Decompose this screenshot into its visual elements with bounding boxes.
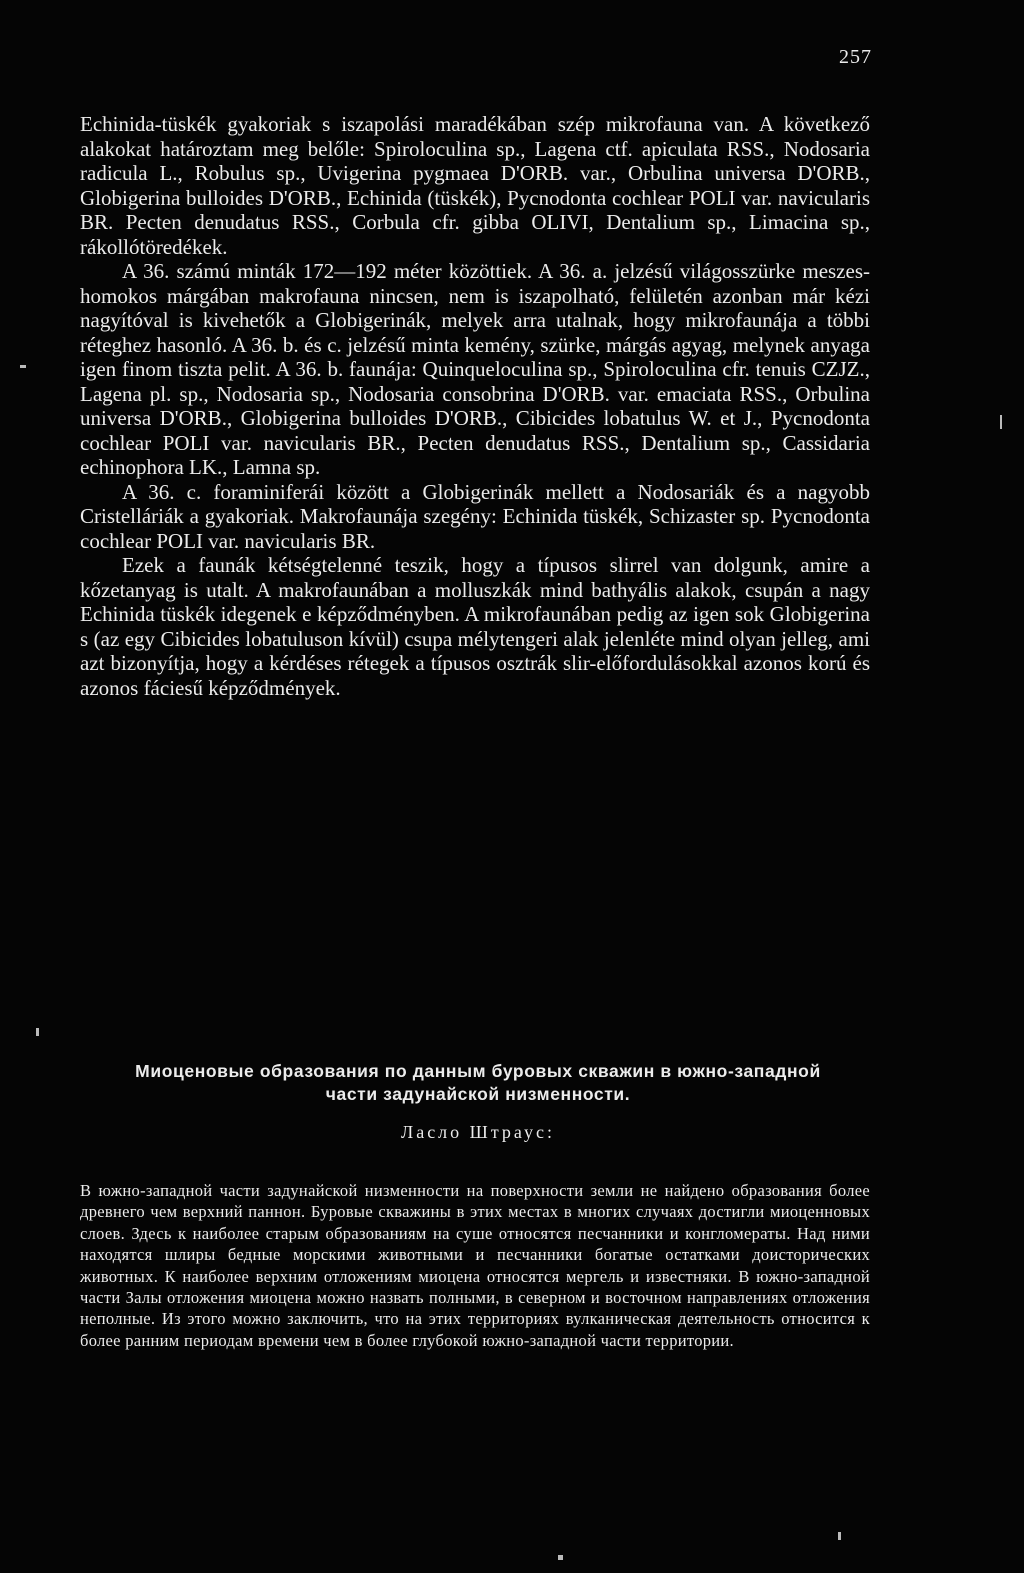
scan-speck	[838, 1532, 841, 1540]
page-number: 257	[839, 46, 872, 68]
scan-speck	[1000, 415, 1002, 429]
paragraph-sample-36c: A 36. c. foraminiferái között a Globigerinák mellett a Nodosariák és a nagyobb Cristelláriák a gyakoriak. Makrofaunája szegény: Echinida tüskék, Schizaster sp. Pycnodonta cochlear POLI var. navicularis BR.	[80, 479, 870, 553]
scan-speck	[558, 1555, 563, 1560]
russian-title-line-2: части задунайской низменности.	[325, 1084, 631, 1104]
paragraph-sample-36: A 36. számú minták 172—192 méter közöttiek. A 36. a. jelzésű világosszürke meszes-homokos márgában makrofauna nincsen, nem is iszapolható, felületén azonban már kézi nagyítóval is kivehetők a Globigerinák, melyek arra utalnak, hogy mikrofaunája a többi réteghez hasonló. A 36. b. és c. jelzésű minta kemény, szürke, márgás agyag, melynek anyaga igen finom tiszta pelit. A 36. b. faunája: Quinqueloculina sp., Spiroloculina cfr. tenuis CZJZ., Lagena pl. sp., Nodosaria sp., Nodosaria consobrina D'ORB. var. emaciata RSS., Orbulina universa D'ORB., Globigerina bulloides D'ORB., Cibicides lobatulus W. et J., Pycnodonta cochlear POLI var. navicularis BR., Pecten denudatus RSS., Dentalium sp., Cassidaria echinophora LK., Lamna sp.	[80, 259, 870, 479]
russian-author: Ласло Штраус:	[401, 1122, 555, 1142]
scan-speck	[36, 1028, 39, 1036]
scan-speck	[20, 365, 26, 368]
russian-title-line-1: Миоценовые образования по данным буровых скважин в южно-западной	[135, 1061, 821, 1081]
russian-abstract	[80, 1180, 870, 1351]
russian-summary-title	[78, 1060, 878, 1106]
paragraph-conclusion: Ezek a faunák kétségtelenné teszik, hogy a típusos slirrel van dolgunk, amire a kőzetanyag is utalt. A makrofaunában a molluszkák mind bathyális alakok, csupán a nagy Echinida tüskék idegenek e képződményben. A mikrofaunában pedig az igen sok Globigerina s (az egy Cibicides lobatuluson kívül) csupa mélytengeri alak jelenléte mind olyan jelleg, ami azt bizonyítja, hogy a kérdéses rétegek a típusos osztrák slir-előfordulásokkal azonos korú és azonos fáciesű képződmények.	[80, 553, 870, 700]
russian-abstract-text: В южно-западной части задунайской низменности на поверхности земли не найдено образования более древнего чем верхний паннон. Буровые скважины в этих местах в многих случаях достигли миоценновых слоев. Здесь к наиболее старым образованиям на суше относятся песчанники и конгломераты. Над ними находятся шлиры бедные морскими животными и песчанники богатые остатками доисторических животных. К наиболее верхним отложениям миоцена относятся мергель и известняки. В южно-западной части Залы отложения миоцена можно назвать полными, в северном и восточном направлениях отложения неполные. Из этого можно заключить, что на этих территориях вулканическая деятельность относится к более ранним периодам времени чем в более глубокой южно-западной части территории.	[80, 1181, 870, 1350]
hungarian-body	[80, 112, 870, 700]
paragraph-microfauna-list: Echinida-tüskék gyakoriak s iszapolási maradékában szép mikrofauna van. A következő alakokat határoztam meg belőle: Spiroloculina sp., Lagena ctf. apiculata RSS., Nodosaria radicula L., Robulus sp., Uvigerina pygmaea D'ORB. var., Orbulina universa D'ORB., Globigerina bulloides D'ORB., Echinida (tüskék), Pycnodonta cochlear POLI var. navicularis BR. Pecten denudatus RSS., Corbula cfr. gibba OLIVI, Dentalium sp., Limacina sp., rákollótöredékek.	[80, 112, 870, 259]
